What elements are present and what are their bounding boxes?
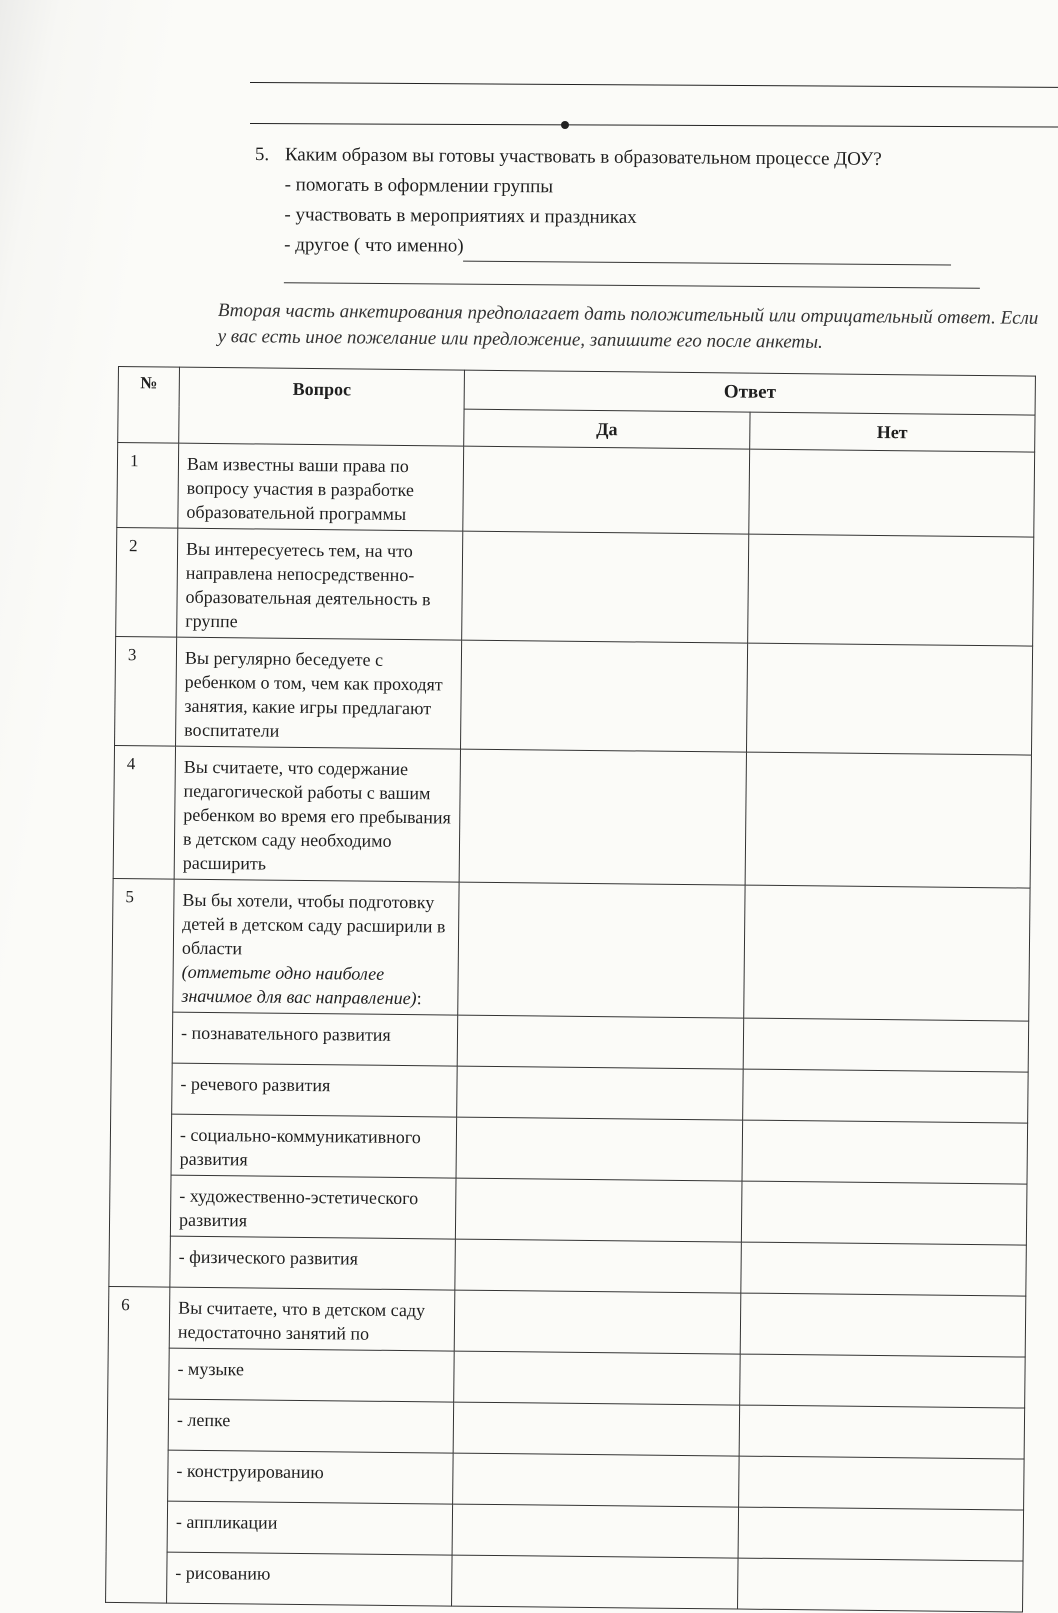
- yes-checkbox-cell[interactable]: [459, 749, 746, 885]
- yes-checkbox-cell[interactable]: [456, 1117, 742, 1181]
- answer-blank-line[interactable]: [464, 243, 952, 266]
- table-row: [108, 1286, 1026, 1357]
- subrow-option: - аппликации: [167, 1501, 453, 1555]
- yes-checkbox-cell[interactable]: [452, 1504, 738, 1558]
- no-checkbox-cell[interactable]: [748, 449, 1034, 537]
- question-5-option-3: - другое ( что именно): [284, 234, 464, 257]
- subrow-option: - рисованию: [167, 1552, 453, 1606]
- subrow-option: - лепке: [168, 1399, 454, 1453]
- no-checkbox-cell[interactable]: [739, 1405, 1025, 1459]
- row-question: [173, 879, 460, 1015]
- no-checkbox-cell[interactable]: [743, 885, 1030, 1021]
- header-question: Вопрос: [179, 367, 465, 446]
- no-checkbox-cell[interactable]: [737, 1558, 1023, 1612]
- question-5-option-2: - участвовать в мероприятиях и праздниках: [284, 204, 637, 229]
- no-checkbox-cell[interactable]: [747, 534, 1033, 646]
- yes-checkbox-cell[interactable]: [456, 1178, 742, 1242]
- table-row: [113, 745, 1031, 888]
- row-number: 1: [117, 443, 179, 529]
- row-number: 3: [115, 636, 177, 746]
- header-num: №: [118, 367, 180, 444]
- table-subrow: [106, 1551, 1023, 1612]
- yes-checkbox-cell[interactable]: [452, 1555, 738, 1609]
- row-question-hint-end: :: [416, 988, 422, 1009]
- question-5-number: 5.: [254, 143, 270, 166]
- yes-checkbox-cell[interactable]: [454, 1351, 740, 1405]
- yes-checkbox-cell[interactable]: [461, 640, 747, 752]
- yes-checkbox-cell[interactable]: [453, 1453, 739, 1507]
- no-checkbox-cell[interactable]: [746, 643, 1032, 755]
- no-checkbox-cell[interactable]: [739, 1354, 1025, 1408]
- row-question-hint: (отметьте одно наиболее значимое для вас направление): [181, 961, 417, 1009]
- table-subrow: [110, 1113, 1028, 1184]
- no-checkbox-cell[interactable]: [741, 1181, 1027, 1245]
- yes-checkbox-cell[interactable]: [457, 1066, 743, 1120]
- table-row: [116, 527, 1034, 646]
- row-number: 2: [116, 527, 178, 637]
- row-question-text: Вы бы хотели, чтобы подготовку детей в детском саду расширили в области: [181, 889, 446, 959]
- row-question: Вы считаете, что в детском саду недостаточно занятий по: [169, 1287, 455, 1351]
- question-5-text: Каким образом вы готовы участвовать в образовательном процессе ДОУ?: [284, 144, 882, 170]
- table-row: [115, 636, 1033, 755]
- row-number: 6: [106, 1286, 170, 1603]
- subrow-option: - художественно-эстетического развития: [170, 1175, 456, 1239]
- yes-checkbox-cell[interactable]: [458, 1015, 744, 1069]
- row-question: Вы считаете, что содержание педагогической работы с вашим ребенком во время его пребывания в детском саду необходимо расширить: [174, 746, 461, 882]
- no-checkbox-cell[interactable]: [742, 1120, 1028, 1184]
- no-checkbox-cell[interactable]: [745, 752, 1032, 888]
- no-checkbox-cell[interactable]: [743, 1018, 1029, 1072]
- question-5-option-1: - помогать в оформлении группы: [284, 174, 554, 198]
- section-intro: Вторая часть анкетирования предполагает дать положительный или отрицательный ответ. Если у вас есть иное пожелание или предложение, запишите его после анкеты.: [217, 299, 1039, 353]
- survey-table: [105, 366, 1048, 1613]
- yes-checkbox-cell[interactable]: [455, 1239, 741, 1293]
- row-question: Вам известны ваши права по вопросу участия в разработке образовательной программы: [178, 443, 464, 531]
- no-checkbox-cell[interactable]: [740, 1293, 1026, 1357]
- row-number: 5: [109, 878, 174, 1287]
- table-row: [117, 443, 1035, 538]
- subrow-option: - музыке: [169, 1348, 455, 1402]
- question-5-block: [254, 140, 1015, 289]
- row-question: Вы регулярно беседуете с ребенком о том, чем как проходят занятия, какие игры предлагают воспитатели: [176, 637, 462, 749]
- header-no: Нет: [749, 412, 1035, 452]
- yes-checkbox-cell[interactable]: [455, 1290, 741, 1354]
- header-answer: Ответ: [464, 370, 1035, 415]
- no-checkbox-cell[interactable]: [740, 1242, 1026, 1296]
- yes-checkbox-cell[interactable]: [458, 882, 745, 1018]
- subrow-option: - конструированию: [168, 1450, 454, 1504]
- row-number: 4: [113, 745, 175, 879]
- ink-dot: [561, 121, 569, 129]
- subrow-option: - физического развития: [170, 1236, 456, 1290]
- subrow-option: - социально-коммуникативного развития: [171, 1114, 457, 1178]
- table-subrow: [109, 1174, 1027, 1245]
- subrow-option: - речевого развития: [172, 1063, 458, 1117]
- no-checkbox-cell[interactable]: [738, 1507, 1024, 1561]
- yes-checkbox-cell[interactable]: [453, 1402, 739, 1456]
- subrow-option: - познавательного развития: [172, 1012, 458, 1066]
- row-question: Вы интересуетесь тем, на что направлена непосредственно-образовательная деятельность в группе: [177, 528, 463, 640]
- header-yes: Да: [464, 409, 750, 449]
- yes-checkbox-cell[interactable]: [463, 446, 749, 534]
- yes-checkbox-cell[interactable]: [462, 531, 748, 643]
- no-checkbox-cell[interactable]: [738, 1456, 1024, 1510]
- no-checkbox-cell[interactable]: [742, 1069, 1028, 1123]
- table-row: [112, 878, 1030, 1021]
